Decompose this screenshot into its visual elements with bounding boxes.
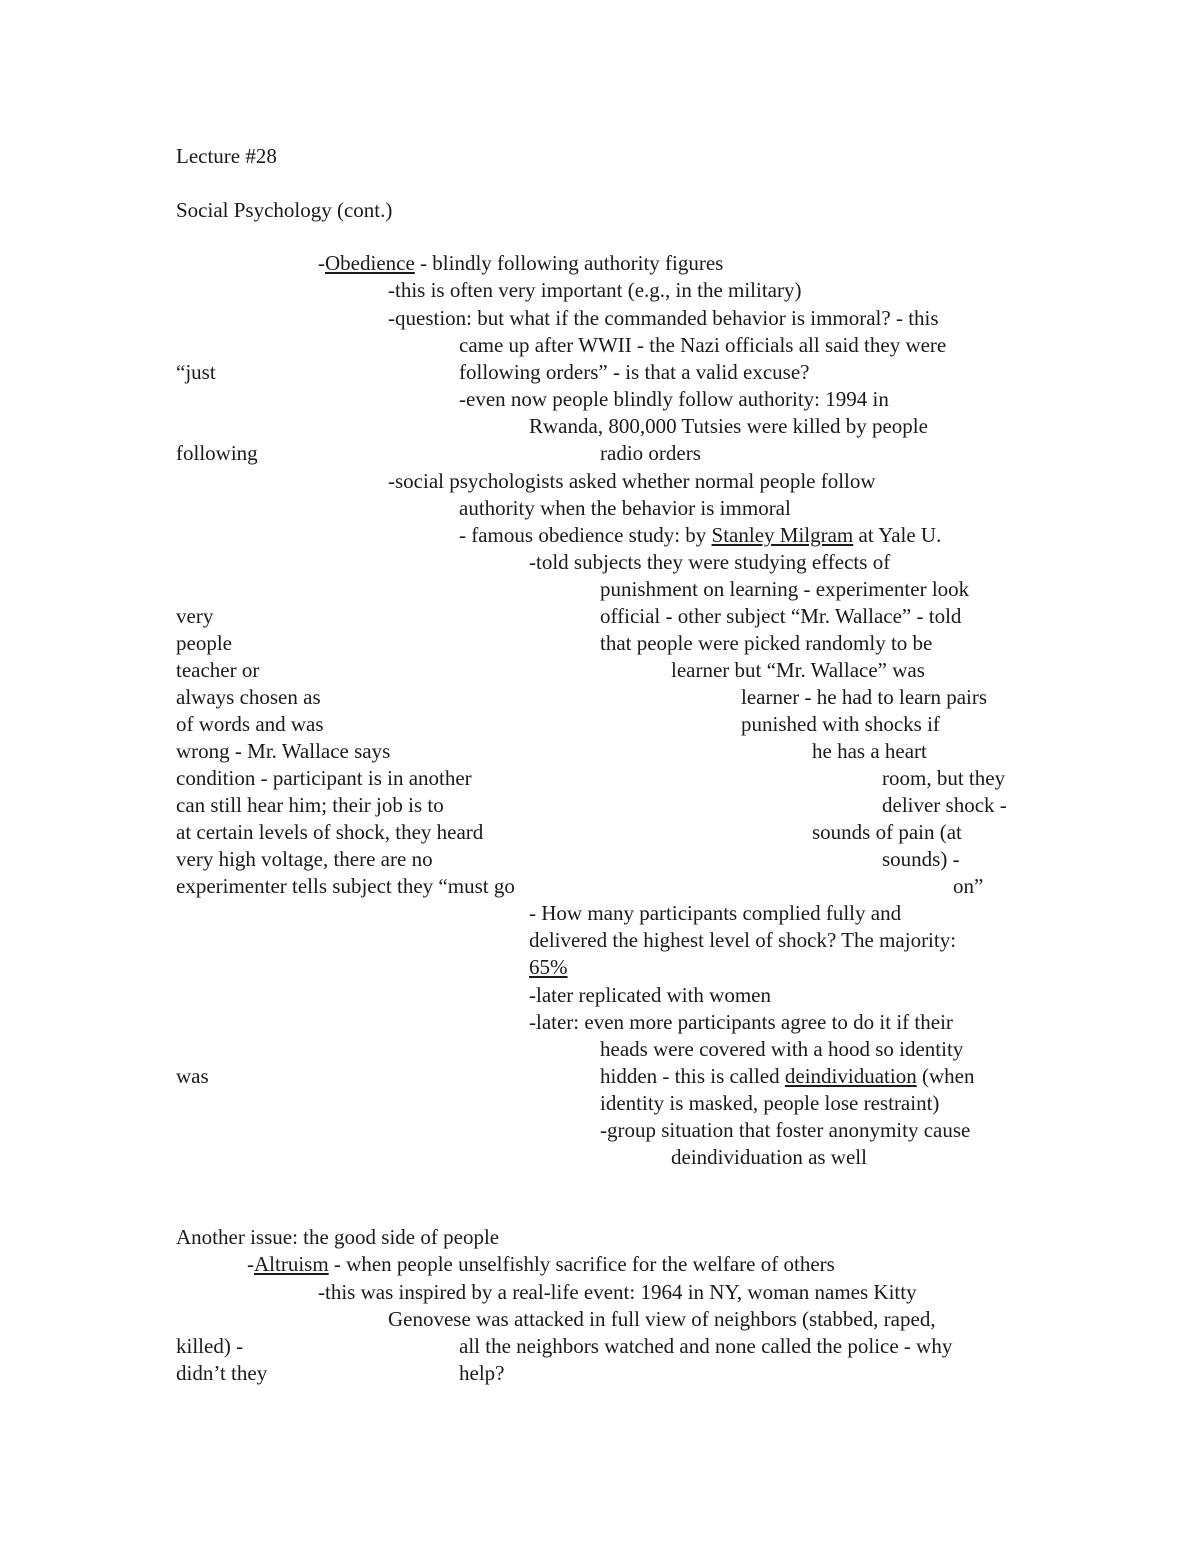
note-line-wrap: was (176, 1064, 209, 1088)
note-line-wrap: of words and was (176, 712, 324, 736)
note-line-wrap: condition - participant is in another (176, 766, 472, 790)
note-line: -later: even more participants agree to do it if their (529, 1010, 953, 1034)
note-line: room, but they (882, 766, 1006, 790)
note-line: -this is often very important (e.g., in the military) (388, 278, 802, 302)
milgram-line (459, 522, 941, 549)
note-line: learner but “Mr. Wallace” was (671, 658, 925, 682)
note-line: he has a heart (812, 739, 927, 763)
note-line-wrap: teacher or (176, 658, 260, 682)
obedience-definition (318, 250, 723, 277)
note-line-wrap: “just (176, 360, 216, 384)
note-line: all the neighbors watched and none called the police - why (459, 1334, 953, 1358)
note-line: radio orders (600, 441, 701, 465)
note-line: -even now people blindly follow authority: 1994 in (459, 387, 889, 411)
note-line-wrap: experimenter tells subject they “must go (176, 874, 515, 898)
dash: - (247, 1252, 254, 1276)
altruism-term: Altruism (254, 1252, 329, 1276)
note-line: on” (953, 874, 984, 898)
note-line-wrap: very (176, 604, 214, 628)
altruism-definition (247, 1251, 835, 1278)
text: at Yale U. (853, 523, 942, 547)
note-line-wrap: killed) - (176, 1334, 244, 1358)
note-line: Genovese was attacked in full view of neighbors (stabbed, raped, (388, 1307, 936, 1331)
milgram-name: Stanley Milgram (711, 523, 854, 547)
note-line-wrap: always chosen as (176, 685, 321, 709)
note-line: sounds) - (882, 847, 960, 871)
altruism-def: - when people unselfishly sacrifice for the welfare of others (328, 1252, 835, 1276)
note-line: Rwanda, 800,000 Tutsies were killed by people (529, 414, 928, 438)
note-line: help? (459, 1361, 505, 1385)
text: - famous obedience study: by (459, 523, 712, 547)
section-heading: Social Psychology (cont.) (176, 198, 393, 222)
note-line-wrap: following (176, 441, 258, 465)
note-line-wrap: can still hear him; their job is to (176, 793, 444, 817)
dash: - (318, 251, 325, 275)
deindividuation-term: deindividuation (784, 1064, 917, 1088)
note-line: -told subjects they were studying effects of (529, 550, 891, 574)
note-line: identity is masked, people lose restraint) (600, 1091, 940, 1115)
note-line: deliver shock - (882, 793, 1007, 817)
note-line: -group situation that foster anonymity cause (600, 1118, 971, 1142)
note-line-wrap: wrong - Mr. Wallace says (176, 739, 391, 763)
note-line-wrap: very high voltage, there are no (176, 847, 433, 871)
note-line: that people were picked randomly to be (600, 631, 933, 655)
note-line: - How many participants complied fully and (529, 901, 902, 925)
text: (when (916, 1064, 975, 1088)
note-line: learner - he had to learn pairs (741, 685, 988, 709)
note-line: punishment on learning - experimenter look (600, 577, 970, 601)
note-line-wrap: at certain levels of shock, they heard (176, 820, 484, 844)
result-percentage: 65% (529, 955, 568, 979)
lecture-title: Lecture #28 (176, 144, 277, 168)
note-line: sounds of pain (at (812, 820, 962, 844)
note-line: -question: but what if the commanded behavior is immoral? - this (388, 306, 939, 330)
note-line: deindividuation as well (671, 1145, 867, 1169)
note-line: -later replicated with women (529, 983, 771, 1007)
note-line-wrap: people (176, 631, 232, 655)
deindividuation-line (600, 1063, 974, 1090)
altruism-heading: Another issue: the good side of people (176, 1225, 500, 1249)
note-line-wrap: didn’t they (176, 1361, 268, 1385)
note-line: -social psychologists asked whether normal people follow (388, 469, 876, 493)
text: hidden - this is called (600, 1064, 785, 1088)
note-line: delivered the highest level of shock? The majority: (529, 928, 957, 952)
note-line: punished with shocks if (741, 712, 940, 736)
obedience-term: Obedience (325, 251, 415, 275)
note-line: -this was inspired by a real-life event: 1964 in NY, woman names Kitty (318, 1280, 917, 1304)
obedience-def: - blindly following authority figures (414, 251, 724, 275)
note-line: came up after WWII - the Nazi officials all said they were (459, 333, 947, 357)
note-line: following orders” - is that a valid excuse? (459, 360, 810, 384)
note-line: heads were covered with a hood so identity (600, 1037, 964, 1061)
note-line: official - other subject “Mr. Wallace” - told (600, 604, 962, 628)
note-line: authority when the behavior is immoral (459, 496, 791, 520)
